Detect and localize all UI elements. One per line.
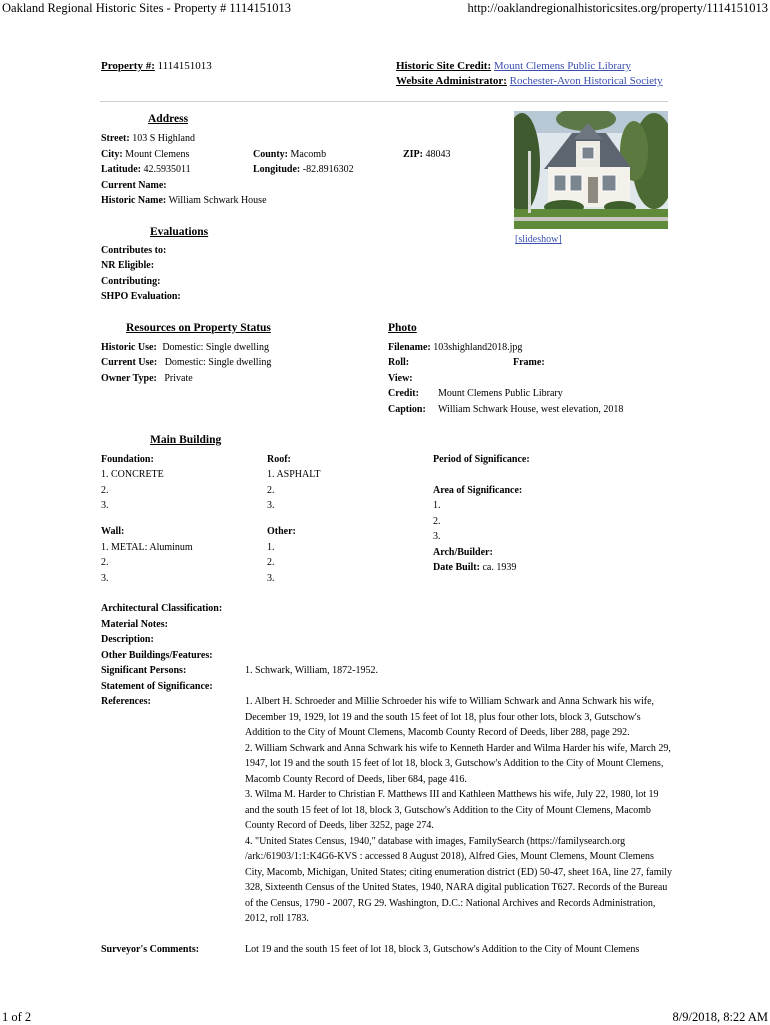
roof-item-3: 3. [267, 500, 275, 511]
filename-label: Filename: [388, 342, 431, 353]
website-administrator [396, 75, 663, 87]
wall-item-1: 1. METAL: Aluminum [101, 542, 193, 553]
current-use-row [101, 355, 271, 371]
historic-name-value: William Schwark House [168, 195, 267, 206]
website-administrator-label: Website Administrator: [396, 75, 507, 87]
historic-name-label: Historic Name: [101, 195, 167, 206]
current-name-label: Current Name: [101, 180, 167, 191]
house-photo-image [514, 111, 668, 229]
area-item-2: 2. [433, 516, 441, 527]
other-item-1: 1. [267, 542, 275, 553]
latitude-value: 42.5935011 [143, 164, 191, 175]
historic-use-label: Historic Use: [101, 342, 157, 353]
period-of-significance-label: Period of Significance: [433, 454, 530, 465]
statement-of-significance-label: Statement of Significance: [101, 681, 213, 692]
date-built-row [433, 560, 516, 576]
print-page-url: http://oaklandregionalhistoricsites.org/property/1114151013 [467, 1, 768, 15]
foundation-item-1: 1. CONCRETE [101, 469, 164, 480]
latitude-label: Latitude: [101, 164, 141, 175]
reference-item: 1. Albert H. Schroeder and Millie Schroeder his wife to William Schwark and Anna Schwark his wife, December 19, 1929, lot 19 and the south 15 feet of lot 18, plus four other lots, block 3, Gutschow's Addition to the City of Mount Clemens, Macomb County Record of Deeds, liber 288, page 292. [245, 696, 655, 738]
foundation-label: Foundation: [101, 454, 154, 465]
slideshow-link[interactable]: [slideshow] [515, 234, 562, 245]
area-item-3: 3. [433, 531, 441, 542]
significant-persons-label: Significant Persons: [101, 665, 187, 676]
historic-site-credit [396, 60, 631, 72]
owner-type-value: Private [164, 373, 193, 384]
filename-value: 103shighland2018.jpg [433, 342, 523, 353]
wall-label: Wall: [101, 526, 125, 537]
resources-section-title: Resources on Property Status [126, 322, 271, 334]
area-of-significance-label: Area of Significance: [433, 485, 523, 496]
historic-use-value: Domestic: Single dwelling [162, 342, 269, 353]
description-label: Description: [101, 634, 154, 645]
references-list [245, 694, 673, 927]
historic-use-row [101, 340, 269, 356]
owner-type-row [101, 371, 193, 387]
arch-builder-label: Arch/Builder: [433, 547, 493, 558]
wall-item-2: 2. [101, 557, 109, 568]
street-label: Street: [101, 133, 130, 144]
historic-name-row [101, 193, 267, 209]
shpo-evaluation-label: SHPO Evaluation: [101, 291, 181, 302]
longitude-value: -82.8916302 [302, 164, 354, 175]
surveyors-comments-value: Lot 19 and the south 15 feet of lot 18, block 3, Gutschow's Addition to the City of Mount Clemens [245, 944, 640, 955]
reference-item: 2. William Schwark and Anna Schwark his wife to Kenneth Harder and Wilma Harder his wife, March 29, 1947, lot 19 and the south 15 feet of lot 18, block 3, Gutschow's Addition to the City of Mount Clemens, Macomb County Record of Deeds, liber 684, page 416. [245, 742, 671, 785]
other-buildings-label: Other Buildings/Features: [101, 650, 213, 661]
property-number-label: Property #: [101, 60, 155, 72]
area-item-1: 1. [433, 500, 441, 511]
historic-site-credit-label: Historic Site Credit: [396, 60, 492, 72]
nr-eligible-label: NR Eligible: [101, 260, 155, 271]
evaluations-section-title: Evaluations [150, 226, 209, 238]
references-label: References: [101, 696, 151, 707]
zip-label: ZIP: [403, 149, 423, 160]
view-label: View: [388, 373, 413, 384]
current-use-label: Current Use: [101, 357, 158, 368]
other-label: Other: [267, 526, 296, 537]
zip-value: 48043 [425, 149, 451, 160]
header-divider [100, 101, 668, 102]
latitude-row [101, 162, 191, 178]
print-timestamp: 8/9/2018, 8:22 AM [672, 1010, 768, 1024]
date-built-value: ca. 1939 [482, 562, 517, 573]
other-item-3: 3. [267, 573, 275, 584]
property-photo[interactable] [514, 111, 668, 229]
street-row [101, 131, 195, 147]
date-built-label: Date Built: [433, 562, 480, 573]
address-section-title: Address [148, 113, 189, 125]
street-value: 103 S Highland [132, 133, 195, 144]
foundation-item-3: 3. [101, 500, 109, 511]
contributing-label: Contributing: [101, 276, 161, 287]
county-row [253, 147, 326, 163]
property-number [101, 60, 212, 72]
frame-label: Frame: [513, 357, 545, 368]
photo-section-title: Photo [388, 322, 417, 334]
longitude-row [253, 162, 354, 178]
surveyors-comments-label: Surveyor's Comments: [101, 944, 200, 955]
main-building-section-title: Main Building [150, 434, 222, 446]
property-number-value: 1114151013 [157, 60, 212, 72]
significant-persons-value: 1. Schwark, William, 1872-1952. [245, 665, 379, 676]
current-use-value: Domestic: Single dwelling [164, 357, 272, 368]
print-page-title: Oakland Regional Historic Sites - Property # 1114151013 [2, 1, 291, 15]
city-row [101, 147, 189, 163]
foundation-item-2: 2. [101, 485, 109, 496]
caption-value: William Schwark House, west elevation, 2018 [438, 404, 624, 415]
contributes-to-label: Contributes to: [101, 245, 167, 256]
website-administrator-link[interactable]: Rochester-Avon Historical Society [509, 75, 663, 87]
filename-row [388, 340, 522, 356]
reference-item: 3. Wilma M. Harder to Christian F. Matthews III and Kathleen Matthews his wife, July 22, 1980, lot 19 and the south 15 feet of lot 18, block 3, Gutschow's Addition to the City of Mount Clemens, Macomb County Record of Deeds, liber 3252, page 274. [245, 789, 659, 831]
caption-label: Caption: [388, 404, 426, 415]
architectural-classification-label: Architectural Classification: [101, 603, 223, 614]
historic-site-credit-link[interactable]: Mount Clemens Public Library [493, 60, 632, 72]
photo-credit-label: Credit: [388, 388, 419, 399]
roof-label: Roof: [267, 454, 291, 465]
wall-item-3: 3. [101, 573, 109, 584]
city-value: Mount Clemens [125, 149, 190, 160]
page-number: 1 of 2 [2, 1010, 32, 1024]
longitude-label: Longitude: [253, 164, 301, 175]
zip-row [403, 147, 451, 163]
reference-item: 4. "United States Census, 1940," database with images, FamilySearch (https://familysearch.org /ark:/61903/1:1:K4G6-KVS : accessed 8 August 2018), Alfred Gies, Mount Clemens, Mount Clemens City, Macomb, Michigan, United States; citing enumeration district (ED) 50-47, sheet 16A, line 27, family 328, Sixteenth Census of the United States, 1940, NARA digital publication T627. Records of the Bureau of the Census, 1790 - 2007, RG 29. Washington, D.C.: National Archives and Records Administration, 2012, roll 1783. [245, 835, 673, 924]
owner-type-label: Owner Type: [101, 373, 157, 384]
county-value: Macomb [290, 149, 327, 160]
county-label: County: [253, 149, 289, 160]
other-item-2: 2. [267, 557, 275, 568]
roof-item-1: 1. ASPHALT [267, 469, 321, 480]
roof-item-2: 2. [267, 485, 275, 496]
city-label: City: [101, 149, 123, 160]
photo-credit-value: Mount Clemens Public Library [438, 388, 563, 399]
material-notes-label: Material Notes: [101, 619, 168, 630]
roll-label: Roll: [388, 357, 410, 368]
